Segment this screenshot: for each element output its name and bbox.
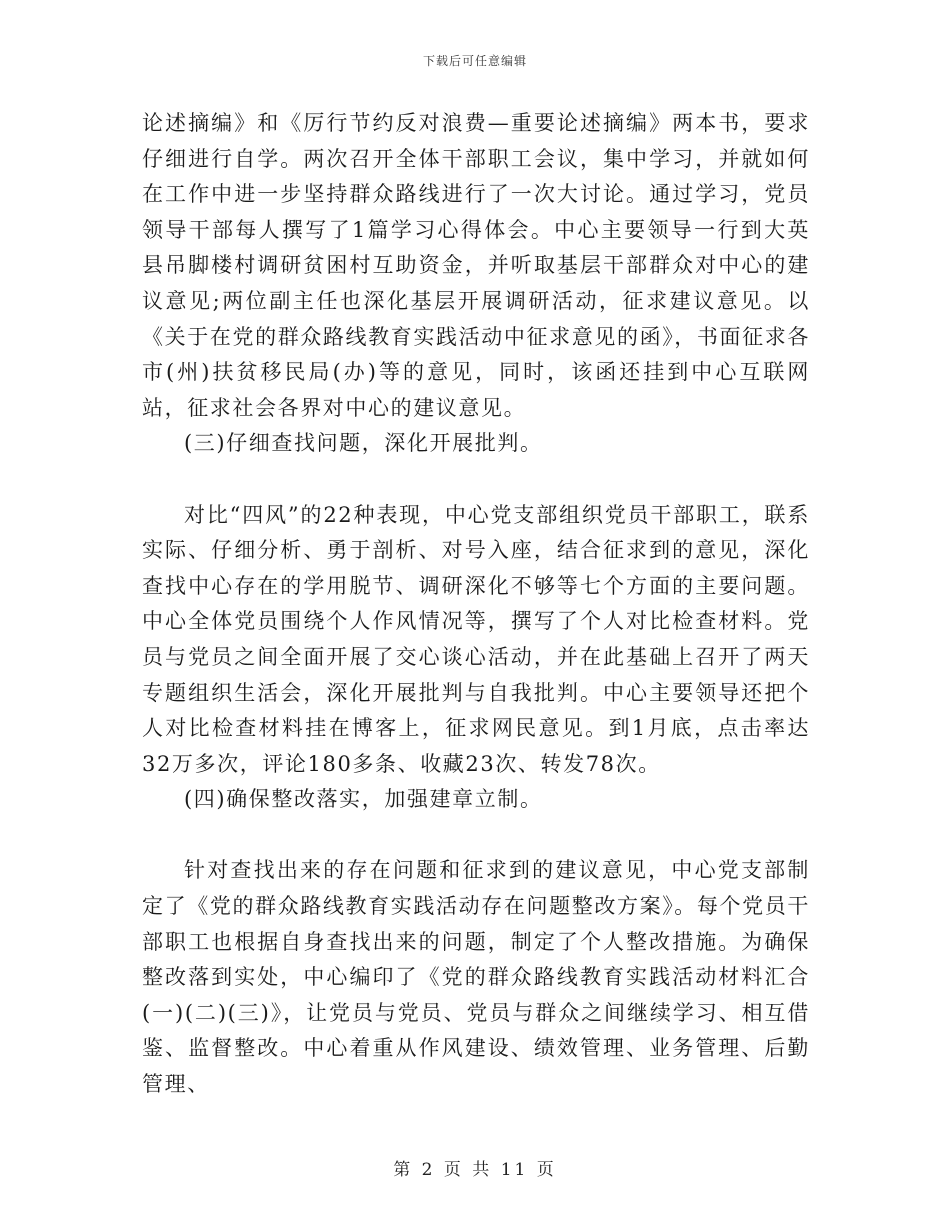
page-footer: 第 2 页 共 11 页 [393,1160,557,1180]
paragraph-section-4: 针对查找出来的存在问题和征求到的建议意见，中心党支部制定了《党的群众路线教育实践活动存在问题整改方案》。每个党员干部职工也根据自身查找出来的问题，制定了个人整改措施。为确保整改落到实处，中心编印了《党的群众路线教育实践活动材料汇合(一)(二)(三)》，让党员与党员、党员与群众之间继续学习、相互借鉴、监督整改。中心着重从作风建设、绩效管理、业务管理、后勤管理、 [142,858,810,1097]
paragraph-continuation: 论述摘编》和《厉行节约反对浪费—重要论述摘编》两本书，要求仔细进行自学。两次召开全体干部职工会议，集中学习，并就如何在工作中进一步坚持群众路线进行了一次大讨论。通过学习，党员领导干部每人撰写了1篇学习心得体会。中心主要领导一行到大英县吊脚楼村调研贫困村互助资金，并听取基层干部群众对中心的建议意见;两位副主任也深化基层开展调研活动，征求建议意见。以《关于在党的群众路线教育实践活动中征求意见的函》，书面征求各市(州)扶贫移民局(办)等的意见，同时，该函还挂到中心互联网站，征求社会各界对中心的建议意见。 [142,111,810,420]
page-header: 下载后可任意编辑 [422,54,527,68]
paragraph-spacer [142,462,810,498]
document-body [142,106,810,1103]
section-heading-3: (三)仔细查找问题，深化开展批判。 [184,431,543,456]
paragraph-section-3: 对比“四风”的22种表现，中心党支部组织党员干部职工，联系实际、仔细分析、勇于剖析、对号入座，结合征求到的意见，深化查找中心存在的学用脱节、调研深化不够等七个方面的主要问题。中心全体党员围绕个人作风情况等，撰写了个人对比检查材料。党员与党员之间全面开展了交心谈心活动，并在此基础上召开了两天专题组织生活会，深化开展批判与自我批判。中心主要领导还把个人对比检查材料挂在博客上，征求网民意见。到1月底，点击率达32万多次，评论180多条、收藏23次、转发78次。 [142,502,810,776]
paragraph-spacer [142,818,810,854]
section-heading-4: (四)确保整改落实，加强建章立制。 [184,787,543,812]
